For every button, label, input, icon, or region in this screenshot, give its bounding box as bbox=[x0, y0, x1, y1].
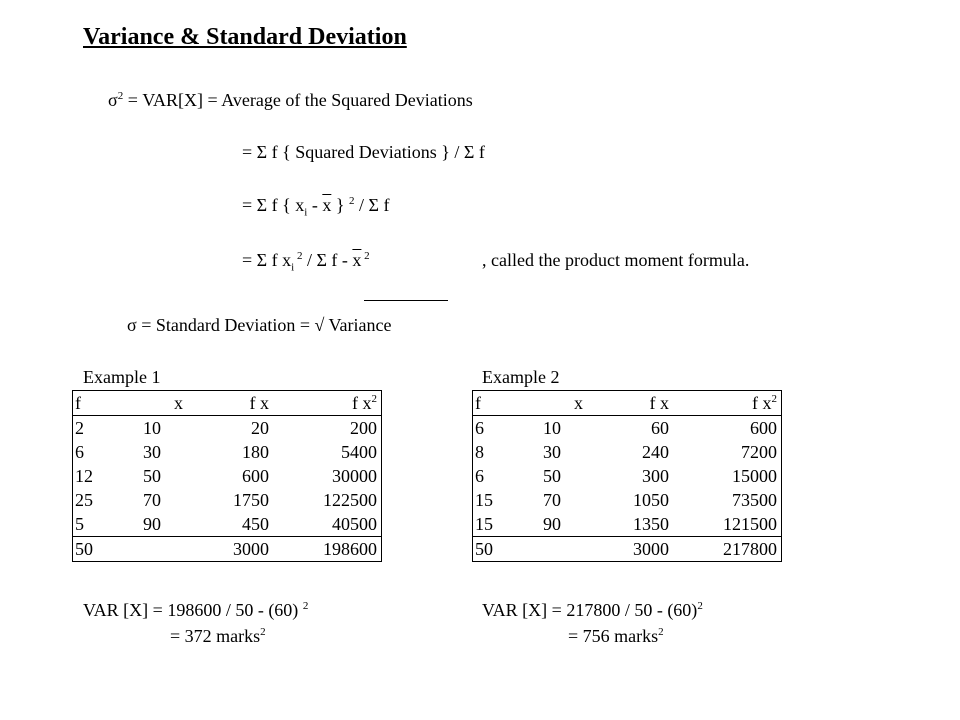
table-row bbox=[473, 440, 782, 464]
table-cell: x bbox=[543, 391, 587, 416]
table-cell: 3000 bbox=[187, 537, 269, 562]
equals-symbol: = bbox=[127, 90, 138, 110]
table-cell: 90 bbox=[143, 514, 161, 534]
table-cell: f x bbox=[587, 391, 669, 416]
table-cell: 20 bbox=[251, 418, 269, 438]
table-cell bbox=[143, 537, 187, 562]
table-cell: 600 bbox=[242, 466, 269, 486]
table-cell: 73500 bbox=[732, 490, 777, 510]
table-cell: 1350 bbox=[633, 514, 669, 534]
table-cell: f bbox=[73, 391, 144, 416]
table-total-row bbox=[73, 537, 382, 562]
x-bar: $\overline{x}$ bbox=[352, 250, 362, 270]
example-1-variance: VAR [X] = 198600 / 50 - (60) $^2$ bbox=[83, 600, 309, 620]
table-cell: 8 bbox=[475, 442, 484, 462]
table-cell: 240 bbox=[642, 442, 669, 462]
example-1-result: = 372 marks$^2$ bbox=[170, 626, 266, 646]
table-cell: 2 bbox=[75, 418, 84, 438]
table-cell: 5 bbox=[75, 514, 84, 534]
example-2-table bbox=[472, 390, 782, 562]
table-header-row bbox=[73, 391, 382, 416]
table-row bbox=[73, 416, 382, 441]
sigma-symbol: σ bbox=[108, 90, 118, 110]
table-cell: 10 bbox=[543, 418, 561, 438]
table-cell: 7200 bbox=[741, 442, 777, 462]
table-cell: 6 bbox=[75, 442, 84, 462]
sqrt-overbar bbox=[364, 300, 448, 301]
table-cell: f $x^2$ bbox=[669, 391, 782, 416]
table-cell: 1050 bbox=[633, 490, 669, 510]
table-cell: 6 bbox=[475, 466, 484, 486]
table-cell: x bbox=[143, 391, 187, 416]
table-cell: 15 bbox=[475, 514, 493, 534]
table-row bbox=[73, 512, 382, 537]
table-row bbox=[73, 488, 382, 512]
table-cell: 1750 bbox=[233, 490, 269, 510]
product-moment-note: , called the product moment formula. bbox=[482, 250, 750, 270]
example-1-table bbox=[72, 390, 382, 562]
table-cell bbox=[543, 537, 587, 562]
variance-definition: $\sigma^2 = VAR[X]$ = Average of the Squared Deviations bbox=[108, 90, 473, 110]
table-cell: 70 bbox=[543, 490, 561, 510]
table-cell: f bbox=[473, 391, 544, 416]
table-cell: 3000 bbox=[587, 537, 669, 562]
table-row bbox=[473, 464, 782, 488]
table-cell: 30 bbox=[543, 442, 561, 462]
table-total-row bbox=[473, 537, 782, 562]
table-cell: 40500 bbox=[332, 514, 377, 534]
table-cell: 121500 bbox=[723, 514, 777, 534]
table-cell: f x bbox=[187, 391, 269, 416]
variance-word: Variance bbox=[328, 315, 392, 335]
table-cell: 600 bbox=[750, 418, 777, 438]
table-cell: 50 bbox=[143, 466, 161, 486]
table-row bbox=[73, 440, 382, 464]
table-cell: 217800 bbox=[669, 537, 782, 562]
table-cell: 70 bbox=[143, 490, 161, 510]
table-cell: 300 bbox=[642, 466, 669, 486]
table-header-row bbox=[473, 391, 782, 416]
table-cell: 15000 bbox=[732, 466, 777, 486]
table-row bbox=[73, 464, 382, 488]
std-dev-definition: σ = Standard Deviation = √ Variance bbox=[127, 315, 392, 335]
table-cell: 450 bbox=[242, 514, 269, 534]
definition-text: VAR[X] = Average of the Squared Deviations bbox=[142, 90, 473, 110]
example-1-label: Example 1 bbox=[83, 367, 161, 387]
table-cell: 200 bbox=[350, 418, 377, 438]
table-cell: 122500 bbox=[323, 490, 377, 510]
table-cell: 30 bbox=[143, 442, 161, 462]
table-cell: 180 bbox=[242, 442, 269, 462]
table-cell: 10 bbox=[143, 418, 161, 438]
formula-line-3: = Σ f { $x_i - \overline{x}$ } $^2$ / Σ f bbox=[242, 195, 390, 219]
example-2-result: = 756 marks$^2$ bbox=[568, 626, 664, 646]
table-cell: f $x^2$ bbox=[269, 391, 382, 416]
formula-line-4: = Σ f $x_i$ $^2$ / Σ f - $\overline{x}$ $^2$ bbox=[242, 250, 370, 274]
formula-line-2: = Σ f { Squared Deviations } / Σ f bbox=[242, 142, 485, 162]
table-row bbox=[473, 416, 782, 441]
table-cell: 50 bbox=[473, 537, 544, 562]
x-bar: $\overline{x}$ bbox=[322, 195, 332, 215]
page-title: Variance & Standard Deviation bbox=[83, 24, 407, 50]
table-cell: 90 bbox=[543, 514, 561, 534]
table-cell: 50 bbox=[543, 466, 561, 486]
table-cell: 6 bbox=[475, 418, 484, 438]
table-row bbox=[473, 488, 782, 512]
table-cell: 12 bbox=[75, 466, 93, 486]
table-cell: 198600 bbox=[269, 537, 382, 562]
table-cell: 30000 bbox=[332, 466, 377, 486]
table-row bbox=[473, 512, 782, 537]
sigma-symbol: σ bbox=[127, 315, 137, 335]
example-2-label: Example 2 bbox=[482, 367, 560, 387]
table-cell: 15 bbox=[475, 490, 493, 510]
table-cell: 50 bbox=[73, 537, 144, 562]
table-cell: 60 bbox=[651, 418, 669, 438]
example-2-variance: VAR $[X] = 217800 / 50 - (60)^2$ bbox=[482, 600, 703, 620]
table-cell: 25 bbox=[75, 490, 93, 510]
table-cell: 5400 bbox=[341, 442, 377, 462]
